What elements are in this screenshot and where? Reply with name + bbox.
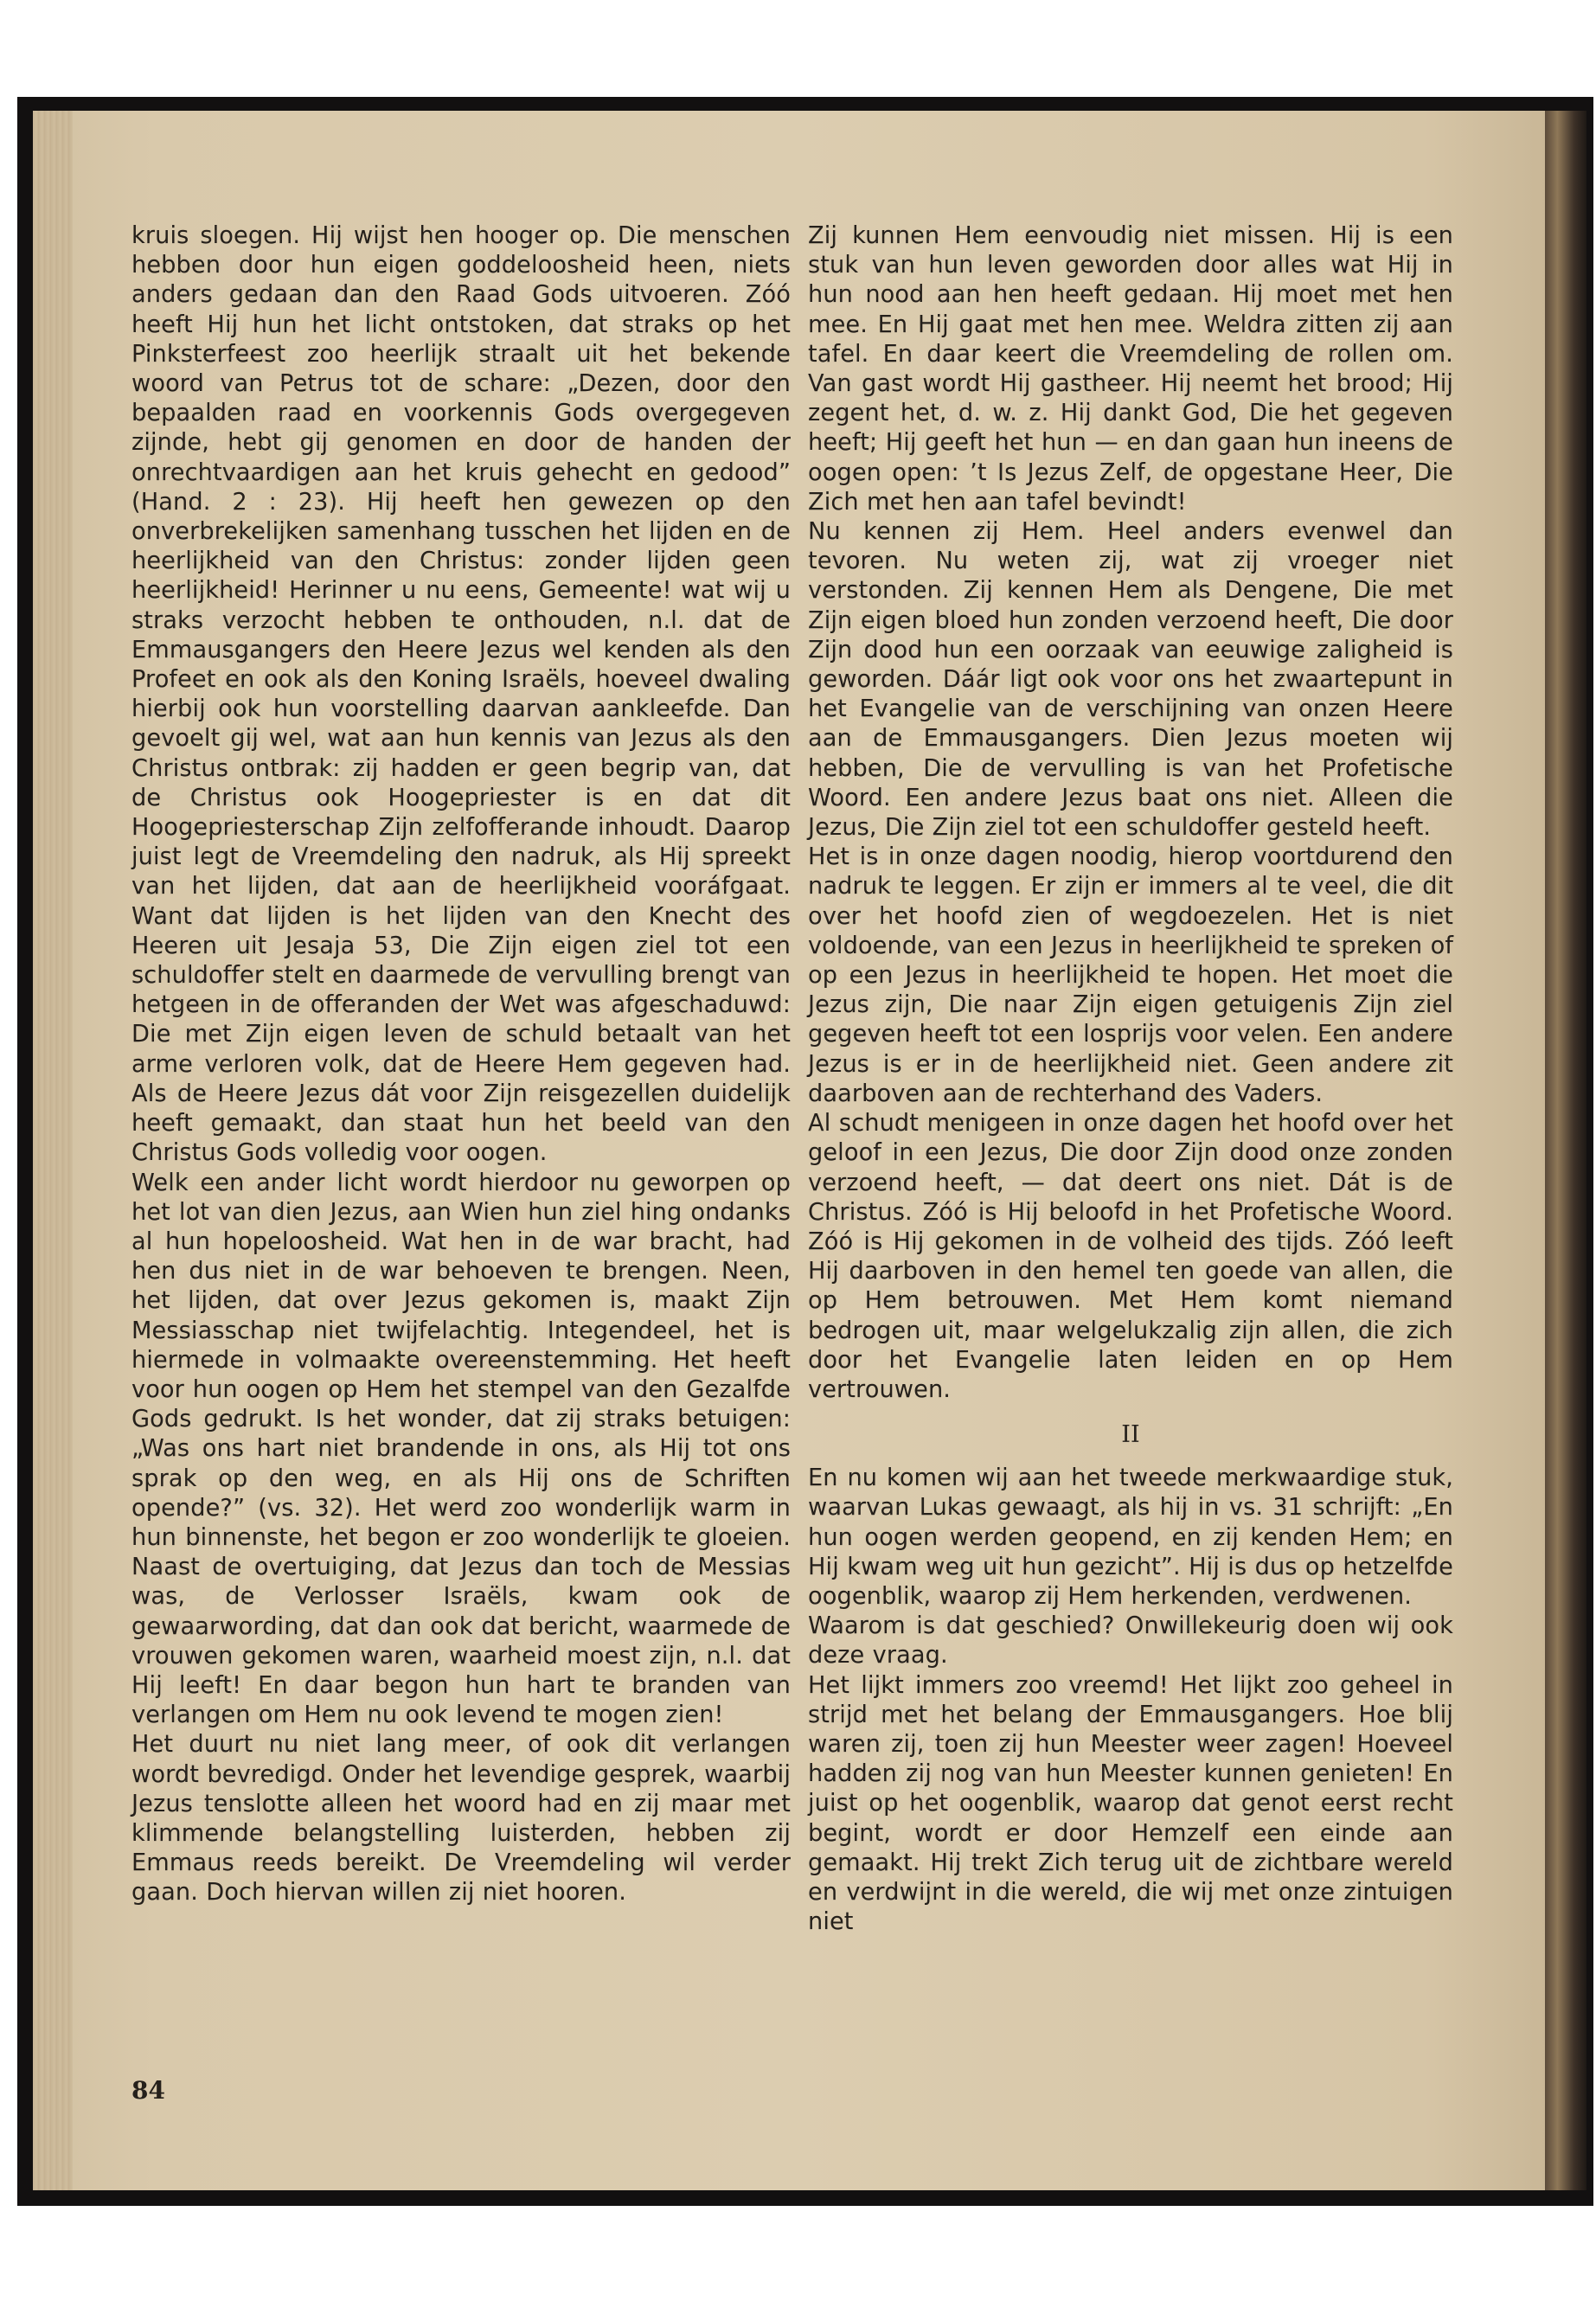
book-spine bbox=[1545, 111, 1586, 2190]
right-column bbox=[808, 221, 1453, 1937]
right-paragraph-4: Al schudt menigeen in onze dagen het hoofd over het geloof in een Jezus, Die door Zijn dood onze zonden verzoend heeft, — dat deert ons niet. Dát is de Christus. Zóó is Hij beloofd in het Profetische Woord. Zóó is Hij gekomen in de volheid des tijds. Zóó leeft Hij daarboven in den hemel ten goede van allen, die op Hem betrouwen. Met Hem komt niemand bedrogen uit, maar welgelukzalig zijn allen, die zich door het Evangelie laten leiden en op Hem vertrouwen. bbox=[808, 1110, 1453, 1403]
left-paragraph-1: kruis sloegen. Hij wijst hen hooger op. Die menschen hebben door hun eigen goddeloosheid heen, niets anders gedaan dan den Raad Gods uitvoeren. Zóó heeft Hij hun het licht ontstoken, dat straks op het Pinksterfeest zoo heerlijk straalt uit het bekende woord van Petrus tot de schare: „Dezen, door den bepaalden raad en voorkennis Gods overgegeven zijnde, hebt gij genomen en door de handen der onrechtvaardigen aan het kruis gehecht en gedood” (Hand. 2 : 23). Hij heeft hen gewezen op den onverbrekelijken samenhang tusschen het lijden en de heerlijkheid van den Christus: zonder lijden geen heerlijkheid! Herinner u nu eens, Gemeente! wat wij u straks verzocht hebben te onthouden, n.l. dat de Emmausgangers den Heere Jezus wel kenden als den Profeet en ook als den Koning Israëls, hoeveel dwaling hierbij ook hun voorstelling daarvan aankleefde. Dan gevoelt gij wel, wat aan hun kennis van Jezus als den Christus ontbrak: zij hadden er geen begrip van, dat de Christus ook Hoogepriester is en dat dit Hoogepriesterschap Zijn zelfofferande inhoudt. Daarop juist legt de Vreemdeling den nadruk, als Hij spreekt van het lijden, dat aan de heerlijkheid vooráfgaat. Want dat lijden is het lijden van den Knecht des Heeren uit Jesaja 53, Die Zijn eigen ziel tot een schuldoffer stelt en daarmede de vervulling brengt van hetgeen in de offeranden der Wet was afgeschaduwd: Die met Zijn eigen leven de schuld betaalt van het arme verloren volk, dat de Heere Hem gegeven had. Als de Heere Jezus dát voor Zijn reisgezellen duidelijk heeft gemaakt, dan staat hun het beeld van den Christus Gods volledig voor oogen. bbox=[131, 222, 791, 1167]
left-paragraph-2: Welk een ander licht wordt hierdoor nu geworpen op het lot van dien Jezus, aan Wien hun ziel hing ondanks al hun hopeloosheid. Wat hen in de war bracht, had hen dus niet in de war behoeven te brengen. Neen, het lijden, dat over Jezus gekomen is, maakt Zijn Messiasschap niet twijfelachtig. Integendeel, het is hiermede in volmaakte overeenstemming. Het heeft voor hun oogen op Hem het stempel van den Gezalfde Gods gedrukt. Is het wonder, dat zij straks betuigen: „Was ons hart niet brandende in ons, als Hij tot ons sprak op den weg, en als Hij ons de Schriften opende?” (vs. 32). Het werd zoo wonderlijk warm in hun binnenste, het begon er zoo wonderlijk te gloeien. Naast de overtuiging, dat Jezus dan toch de Messias was, de Verlosser Israëls, kwam ook de gewaarwording, dat dan ook dat bericht, waarmede de vrouwen gekomen waren, waarheid moest zijn, n.l. dat Hij leeft! En daar begon hun hart te branden van verlangen om Hem nu ook levend te mogen zien! bbox=[131, 1169, 791, 1729]
page-edge-stack bbox=[33, 111, 73, 2190]
left-column bbox=[131, 221, 791, 1908]
right-paragraph-3: Het is in onze dagen noodig, hierop voortdurend den nadruk te leggen. Er zijn er immers al te veel, die dit over het hoofd zien of wegdoezelen. Het is niet voldoende, van een Jezus in heerlijkheid te spreken of op een Jezus in heerlijkheid te hopen. Het moet die Jezus zijn, Die naar Zijn eigen getuigenis Zijn ziel gegeven heeft tot een losprijs voor velen. Een andere Jezus is er in de heerlijkheid niet. Geen andere zit daarboven aan de rechterhand des Vaders. bbox=[808, 843, 1453, 1107]
right-paragraph-7: Het lijkt immers zoo vreemd! Het lijkt zoo geheel in strijd met het belang der Emmausgangers. Hoe blij waren zij, toen zij hun Meester weer zagen! Hoeveel hadden zij nog van hun Meester kunnen genieten! En juist op het oogenblik, waarop dat genot eerst recht begint, wordt er door Hemzelf een einde aan gemaakt. Hij trekt Zich terug uit de zichtbare wereld en verdwijnt in die wereld, die wij met onze zintuigen niet bbox=[808, 1671, 1453, 1936]
right-paragraph-6: Waarom is dat geschied? Onwillekeurig doen wij ook deze vraag. bbox=[808, 1612, 1453, 1670]
section-heading: II bbox=[1121, 1421, 1140, 1449]
right-paragraph-5: En nu komen wij aan het tweede merkwaardige stuk, waarvan Lukas gewaagt, als hij in vs. 31 schrijft: „En hun oogen werden geopend, en zij kenden Hem; en Hij kwam weg uit hun gezicht”. Hij is dus op hetzelfde oogenblik, waarop zij Hem herkenden, verdwenen. bbox=[808, 1465, 1453, 1610]
right-paragraph-1: Zij kunnen Hem eenvoudig niet missen. Hij is een stuk van hun leven geworden door alles wat Hij in hun nood aan hen heeft gedaan. Hij moet met hen mee. En Hij gaat met hen mee. Weldra zitten zij aan tafel. En daar keert die Vreemdeling de rollen om. Van gast wordt Hij gastheer. Hij neemt het brood; Hij zegent het, d. w. z. Hij dankt God, Die het gegeven heeft; Hij geeft het hun — en dan gaan hun ineens de oogen open: ’t Is Jezus Zelf, de opgestane Heer, Die Zich met hen aan tafel bevindt! bbox=[808, 222, 1453, 516]
left-paragraph-3: Het duurt nu niet lang meer, of ook dit verlangen wordt bevredigd. Onder het levendige gesprek, waarbij Jezus tenslotte alleen het woord had en zij maar met klimmende belangstelling luisterden, hebben zij Emmaus reeds bereikt. De Vreemdeling wil verder gaan. Doch hiervan willen zij niet hooren. bbox=[131, 1731, 791, 1907]
right-paragraph-2: Nu kennen zij Hem. Heel anders evenwel dan tevoren. Nu weten zij, wat zij vroeger niet verstonden. Zij kennen Hem als Dengene, Die met Zijn eigen bloed hun zonden verzoend heeft, Die door Zijn dood hun een oorzaak van eeuwige zaligheid is geworden. Dáár ligt ook voor ons het zwaartepunt in het Evangelie van de verschijning van onzen Heere aan de Emmausgangers. Dien Jezus moeten wij hebben, Die de vervulling is van het Profetische Woord. Een andere Jezus baat ons niet. Alleen die Jezus, Die Zijn ziel tot een schuldoffer gesteld heeft. bbox=[808, 518, 1453, 842]
page-number: 84 bbox=[131, 2076, 165, 2105]
